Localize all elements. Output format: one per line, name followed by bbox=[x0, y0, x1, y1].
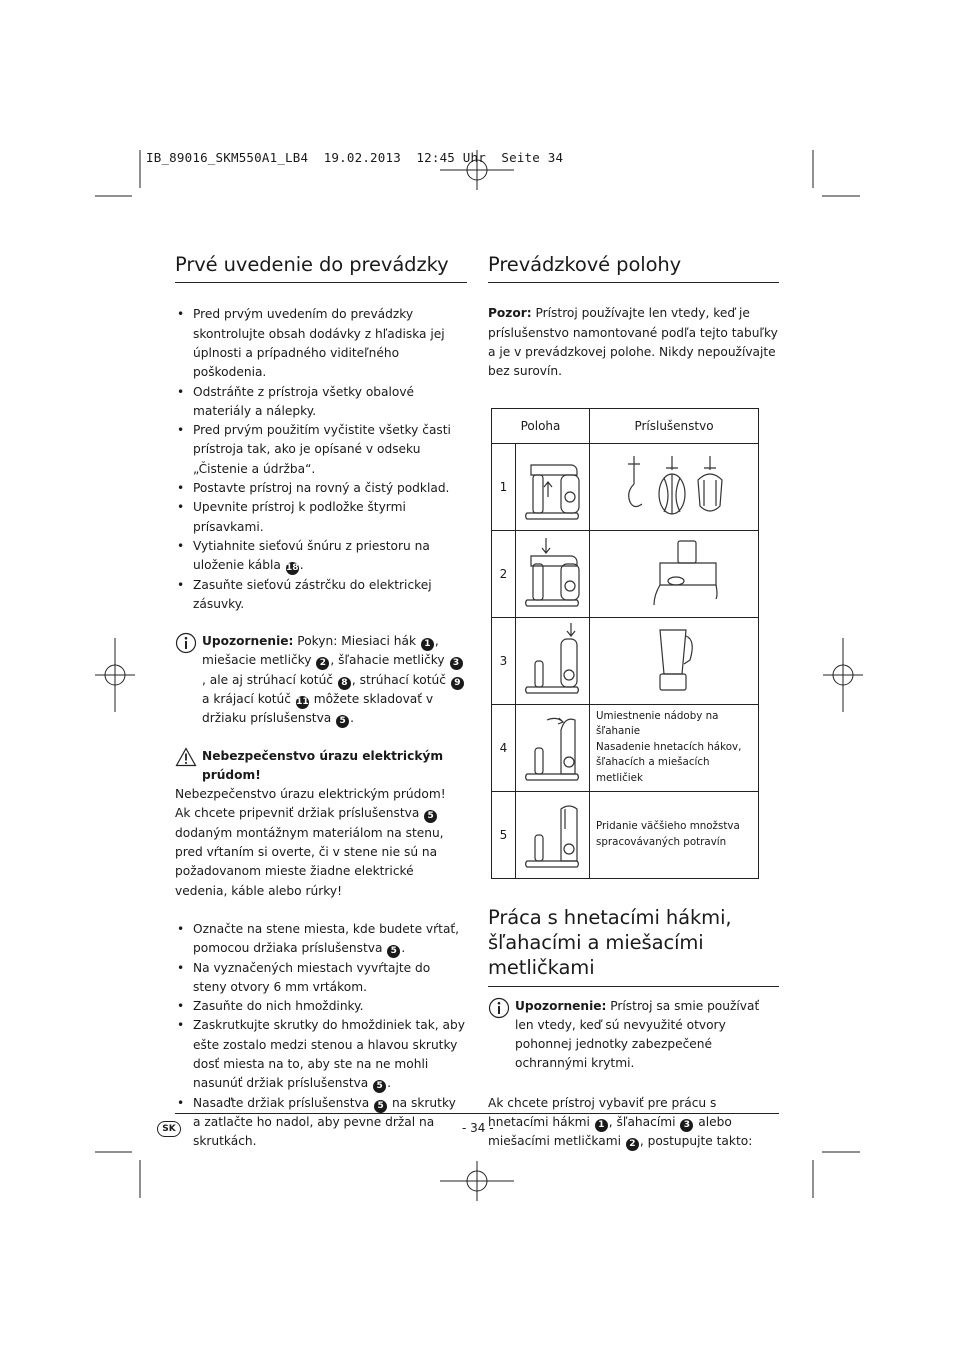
mixer-position-2-image bbox=[516, 530, 590, 617]
table-header-position: Poloha bbox=[492, 408, 590, 443]
list-item: • Pred prvým uvedením do prevádzky skontrolujte obsah dodávky z hľadiska jej úplnosti a prípadného viditeľného poškodenia. bbox=[175, 305, 467, 382]
accessory-description: Pridanie väčšieho množstva spracovávaných potravín bbox=[590, 791, 759, 878]
list-item: • Zaskrutkujte skrutky do hmoždiniek tak, aby ešte zostalo medzi stenou a hlavou skrutky dosť miesta na to, aby ste na ne mohli nasunúť držiak príslušenstva 5 . bbox=[175, 1016, 467, 1093]
list-item: • Na vyznačených miestach vyvŕtajte do steny otvory 6 mm vrtákom. bbox=[175, 959, 467, 998]
positions-intro: Pozor: Prístroj používajte len vtedy, keď je príslušenstvo namontované podľa tejto tabuľky a je v prevádzkovej polohe. Nikdy nepoužívajte bez surovín. bbox=[488, 306, 778, 379]
warning-block bbox=[175, 747, 467, 786]
list-item: • Vytiahnite sieťovú šnúru z priestoru na uloženie kábla 18. bbox=[175, 537, 467, 576]
list-item: • Zasuňte do nich hmoždinky. bbox=[175, 997, 467, 1016]
note-block bbox=[488, 997, 779, 1074]
note-text: Upozornenie: Pokyn: Miesiaci hák 1 , miešacie metličky 2 , šľahacie metličky 3, ale aj strúhací kotúč 8 , strúhací kotúč 9 a krájací kotúč 11 môžete skladovať v držiaku príslušenstva 5 . bbox=[202, 632, 467, 728]
warning-icon bbox=[175, 747, 197, 767]
info-icon bbox=[488, 997, 510, 1019]
table-row: 1 bbox=[492, 443, 759, 530]
mixer-position-1-image bbox=[516, 443, 590, 530]
warning-title: Nebezpečenstvo úrazu elektrickým prúdom! bbox=[202, 748, 444, 782]
note-text: Upozornenie: Prístroj sa smie používať len vtedy, keď sú nevyužité otvory pohonnej jednotky zabezpečené ochrannými krytmi. bbox=[515, 998, 760, 1071]
first-use-list bbox=[175, 305, 467, 614]
list-item: • Odstráňte z prístroja všetky obalové materiály a nálepky. bbox=[175, 383, 467, 422]
positions-table bbox=[491, 408, 759, 879]
section-title-first-use: Prvé uvedenie do prevádzky bbox=[175, 252, 467, 283]
warning-text: Ak chcete pripevniť držiak príslušenstva 5 dodaným montážnym materiálom na stenu, pred vŕtaním si overte, či v stene nie sú na požadovanom mieste žiadne elektrické vedenia, káble alebo rúrky! bbox=[175, 806, 444, 898]
section-title-positions: Prevádzkové polohy bbox=[488, 252, 779, 283]
note-block bbox=[175, 632, 467, 728]
list-item: • Upevnite prístroj k podložke štyrmi prísavkami. bbox=[175, 498, 467, 537]
table-row: 2 bbox=[492, 530, 759, 617]
mixer-position-4-image bbox=[516, 704, 590, 791]
accessory-description: Umiestnenie nádoby na šľahanie Nasadenie hnetacích hákov, šľahacích a miešacích metličiek bbox=[590, 704, 759, 791]
list-item: • Nasaďte držiak príslušenstva 5 na skrutky a zatlačte ho nadol, aby pevne držal na skrutkách. bbox=[175, 1094, 467, 1152]
print-slug: IB_89016_SKM550A1_LB4 19.02.2013 12:45 Uhr Seite 34 bbox=[146, 150, 564, 165]
section-title-hooks-whisks: Práca s hnetacími hákmi, šľahacími a miešacími metličkami bbox=[488, 905, 779, 987]
list-item: • Označte na stene miesta, kde budete vŕtať, pomocou držiaka príslušenstva 5 . bbox=[175, 920, 467, 959]
footer-rule bbox=[175, 1113, 779, 1114]
accessories-hooks-whisks-image bbox=[590, 443, 759, 530]
table-row: 5 Pridanie väčšieho množstva spracovávaných potravín bbox=[492, 791, 759, 878]
mixer-position-3-image bbox=[516, 617, 590, 704]
info-icon bbox=[175, 632, 197, 654]
warning-line: Nebezpečenstvo úrazu elektrickým prúdom! bbox=[175, 787, 446, 802]
list-item: • Zasuňte sieťovú zástrčku do elektrickej zásuvky. bbox=[175, 576, 467, 615]
left-column bbox=[175, 252, 467, 1152]
page-number: - 34 - bbox=[462, 1121, 494, 1135]
accessory-slicer-image bbox=[590, 530, 759, 617]
mixer-position-5-image bbox=[516, 791, 590, 878]
ref-number: 18 bbox=[285, 563, 299, 574]
right-column bbox=[488, 252, 779, 1152]
instruction-paragraph: Ak chcete prístroj vybaviť pre prácu s hnetacími hákmi 1 , šľahacími 3 alebo miešacími metličkami 2 , postupujte takto: bbox=[488, 1095, 753, 1150]
list-item: • Pred prvým použitím vyčistite všetky časti prístroja tak, ako je opísané v odseku „Čistenie a údržba“. bbox=[175, 421, 467, 479]
mounting-list bbox=[175, 920, 467, 1152]
table-row: 3 bbox=[492, 617, 759, 704]
table-header-accessory: Príslušenstvo bbox=[590, 408, 759, 443]
language-badge: SK bbox=[157, 1121, 181, 1137]
list-item: • Postavte prístroj na rovný a čistý podklad. bbox=[175, 479, 467, 498]
table-row: 4 Umiestnenie nádoby na šľahanie Nasadenie hnetacích hákov, šľahacích a miešacích metličiek bbox=[492, 704, 759, 791]
accessory-blender-jug-image bbox=[590, 617, 759, 704]
